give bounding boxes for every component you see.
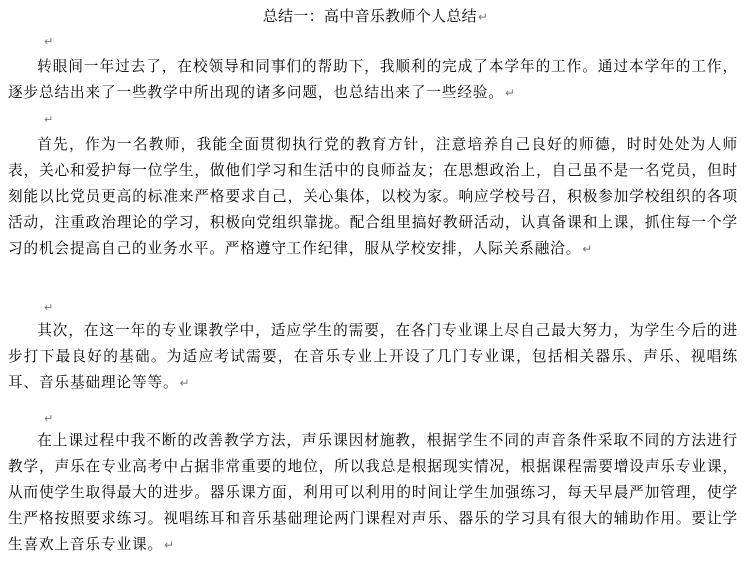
paragraph-mark-icon: ↵ [44,113,54,126]
document-title-text: 总结一：高中音乐教师个人总结 [262,7,477,25]
document-title [0,6,751,27]
paragraph-mark-icon: ↵ [163,538,175,552]
paragraph-mark-icon: ↵ [504,86,516,100]
paragraph-4-text: 在上课过程中我不断的改善教学方法，声乐课因材施教，根据学生不同的声音条件采取不同的方法进行教学，声乐在专业高考中占据非常重要的地位，所以我总是根据现实情况，根据课程需要增设声乐专业课，从而使学生取得最大的进步。器乐课方面，利用可以利用的时间让学生加强练习，每天早晨严加管理，使学生严格按照要求练习。视唱练耳和音乐基础理论两门课程对声乐、器乐的学习具有很大的辅助作用。要让学生喜欢上音乐专业课。 [8,432,738,553]
paragraph-2 [8,132,738,262]
paragraph-1 [8,54,738,106]
paragraph-mark-icon: ↵ [179,376,191,390]
paragraph-3-text: 其次，在这一年的专业课教学中，适应学生的需要，在各门专业课上尽自己最大努力，为学生今后的进步打下最良好的基础。为适应考试需要，在音乐专业上开设了几门专业课，包括相关器乐、声乐、视唱练耳、音乐基础理论等等。 [8,322,738,391]
paragraph-3 [8,318,738,396]
paragraph-mark-icon: ↵ [44,412,54,425]
paragraph-1-text: 转眼间一年过去了，在校领导和同事们的帮助下，我顺利的完成了本学年的工作。通过本学年的工作，逐步总结出来了一些教学中所出现的诸多问题，也总结出来了一些经验。 [8,58,738,101]
paragraph-mark-icon: ↵ [44,35,54,48]
paragraph-mark-icon: ↵ [477,10,489,24]
paragraph-4 [8,428,738,558]
paragraph-mark-icon: ↵ [582,242,594,256]
paragraph-mark-icon: ↵ [44,301,54,314]
paragraph-2-text: 首先，作为一名教师，我能全面贯彻执行党的教育方针，注意培养自己良好的师德，时时处处为人师表，关心和爱护每一位学生，做他们学习和生活中的良师益友；在思想政治上，自己虽不是一名党员，但时刻能以比党员更高的标准来严格要求自己，关心集体，以校为家。响应学校号召，积极参加学校组织的各项活动，注重政治理论的学习，积极向党组织靠拢。配合组里搞好教研活动，认真备课和上课，抓住每一个学习的机会提高自己的业务水平。严格遵守工作纪律，服从学校安排，人际关系融洽。 [8,136,738,257]
